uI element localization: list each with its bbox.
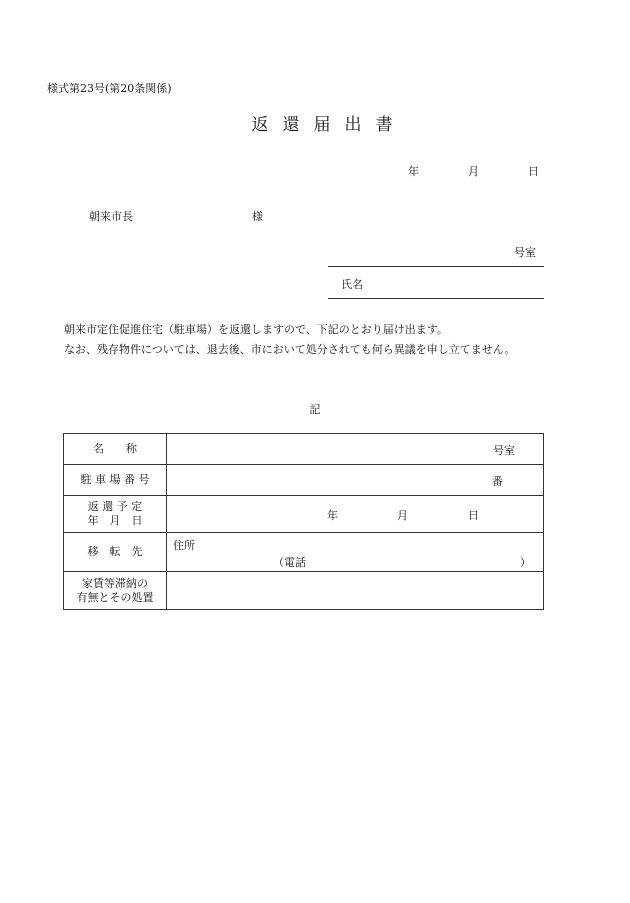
return-day-label: 日: [468, 509, 479, 522]
rent-arrears-label: [64, 572, 167, 610]
name-suffix: 号室: [493, 444, 515, 457]
form-number: 様式第23号(第20条関係): [47, 82, 172, 95]
move-destination-label: 移 転 先: [64, 533, 167, 572]
room-underline: [328, 266, 544, 267]
address-label: 住所: [173, 539, 195, 552]
addressee-honorific: 様: [252, 210, 263, 223]
name-underline: [328, 298, 544, 299]
body-text-line-2: なお、残存物件については、退去後、市において処分されても何ら異議を申し立てません。: [64, 343, 516, 356]
addressee-name: 朝来市長: [89, 210, 133, 223]
table-row-rent-arrears: [64, 572, 544, 610]
parking-field[interactable]: [167, 465, 544, 496]
phone-close-label: ）: [520, 556, 531, 569]
return-month-label: 月: [397, 509, 408, 522]
name-field[interactable]: [167, 434, 544, 465]
return-date-label-line-1: 返 還 予 定: [87, 500, 143, 513]
applicant-room-suffix: 号室: [514, 246, 536, 259]
move-destination-field[interactable]: [167, 533, 544, 572]
date-year-label: 年: [408, 165, 419, 178]
return-details-table: [63, 433, 544, 610]
date-month-label: 月: [468, 165, 479, 178]
rent-arrears-field[interactable]: [167, 572, 544, 610]
applicant-name-label: 氏名: [341, 278, 363, 291]
return-year-label: 年: [327, 509, 338, 522]
document-title: 返還届出書: [251, 115, 407, 135]
table-row-move-destination: [64, 533, 544, 572]
return-date-label-line-2: 年 月 日: [87, 514, 143, 527]
body-text-line-1: 朝来市定住促進住宅（駐車場）を返還しますので、下記のとおり届け出ます。: [64, 323, 448, 336]
return-date-field[interactable]: [167, 496, 544, 533]
table-row-name: [64, 434, 544, 465]
return-date-label: [64, 496, 167, 533]
phone-open-label: （電話: [273, 556, 306, 569]
rent-arrears-label-line-1: 家賃等滞納の: [82, 576, 148, 590]
ki-heading: 記: [309, 403, 321, 416]
parking-label: 駐 車 場 番 号: [64, 465, 167, 496]
name-label: 名 称: [64, 434, 167, 465]
parking-suffix: 番: [492, 475, 503, 488]
date-day-label: 日: [528, 165, 539, 178]
table-row-parking: [64, 465, 544, 496]
table-row-return-date: [64, 496, 544, 533]
rent-arrears-label-line-2: 有無とその処置: [76, 590, 154, 604]
